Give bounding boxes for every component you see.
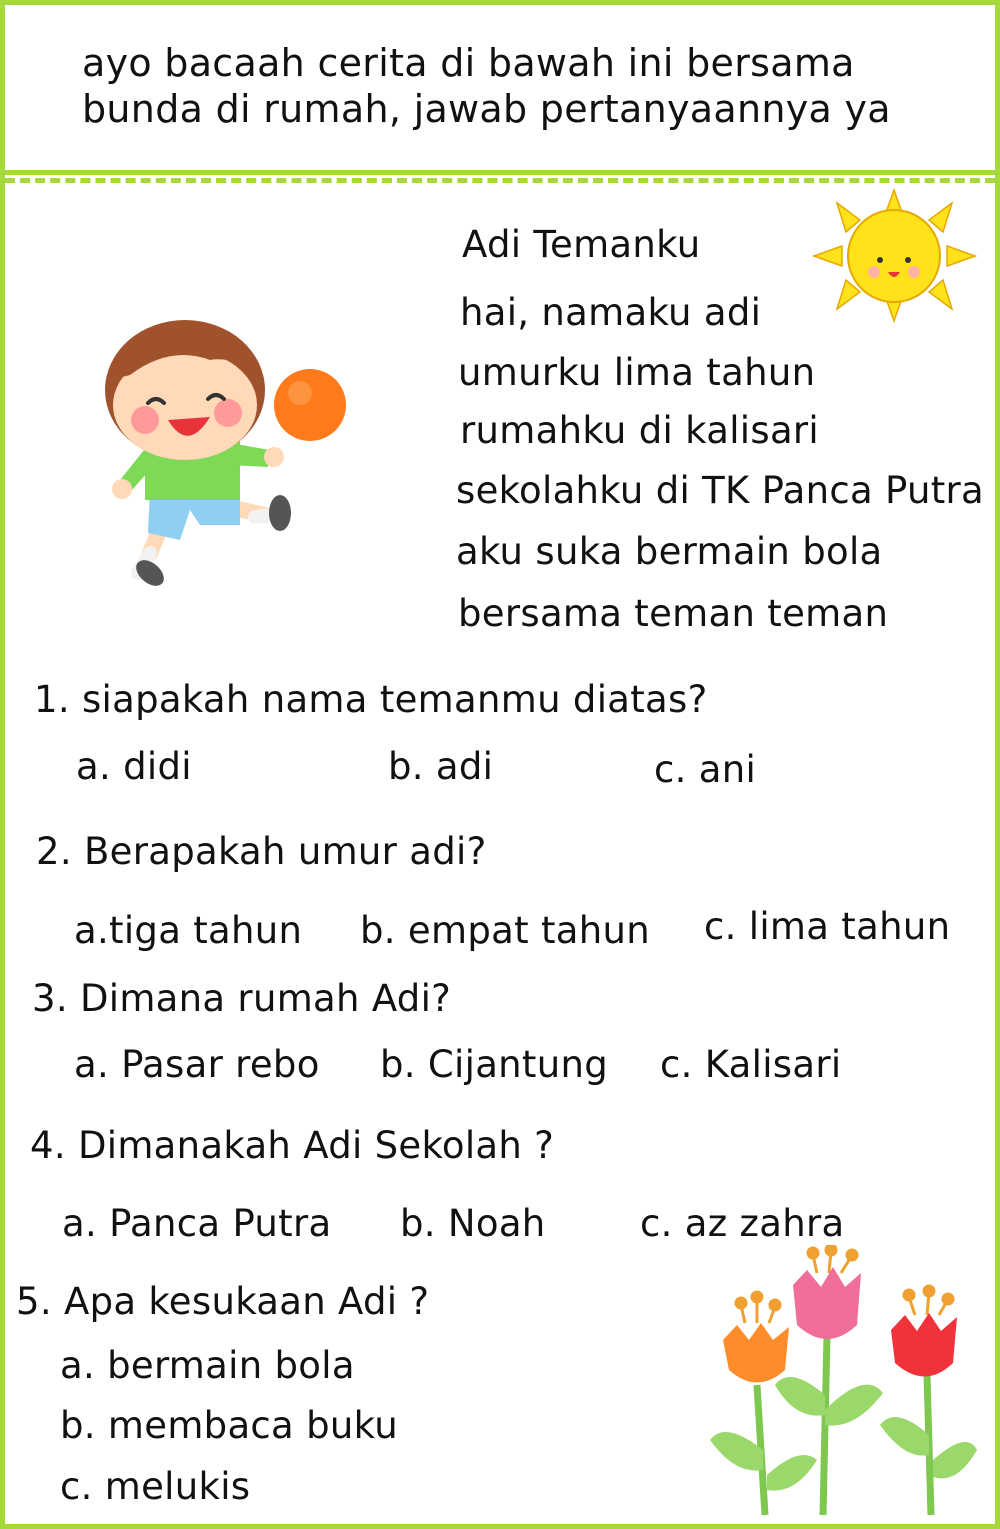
option-5c[interactable]: c. melukis	[60, 1465, 251, 1508]
question-1: 1. siapakah nama temanmu diatas?	[34, 678, 708, 721]
option-3a[interactable]: a. Pasar rebo	[74, 1043, 320, 1086]
option-2b[interactable]: b. empat tahun	[360, 909, 650, 952]
option-3c[interactable]: c. Kalisari	[660, 1043, 842, 1086]
option-2c[interactable]: c. lima tahun	[704, 905, 951, 948]
story-line: rumahku di kalisari	[460, 409, 820, 452]
option-3b[interactable]: b. Cijantung	[380, 1043, 609, 1086]
boy-kicking-ball-icon	[90, 285, 360, 595]
question-3: 3. Dimana rumah Adi?	[32, 977, 452, 1020]
instruction-line-2: bunda di rumah, jawab pertanyaannya ya	[82, 87, 891, 131]
smiling-sun-icon	[812, 188, 977, 323]
option-1a[interactable]: a. didi	[76, 745, 192, 788]
story-line: aku suka bermain bola	[456, 530, 883, 573]
story-line: umurku lima tahun	[458, 351, 816, 394]
dashed-divider	[5, 178, 995, 183]
question-2: 2. Berapakah umur adi?	[36, 830, 487, 873]
tulip-flowers-icon	[705, 1245, 980, 1520]
option-4c[interactable]: c. az zahra	[640, 1202, 845, 1245]
option-5b[interactable]: b. membaca buku	[60, 1404, 398, 1447]
option-4b[interactable]: b. Noah	[400, 1202, 546, 1245]
question-4: 4. Dimanakah Adi Sekolah ?	[30, 1124, 555, 1167]
option-1b[interactable]: b. adi	[388, 745, 494, 788]
option-5a[interactable]: a. bermain bola	[60, 1344, 355, 1387]
story-line: bersama teman teman	[458, 592, 889, 635]
option-4a[interactable]: a. Panca Putra	[62, 1202, 332, 1245]
story-line: sekolahku di TK Panca Putra	[456, 469, 984, 512]
question-5: 5. Apa kesukaan Adi ?	[16, 1280, 430, 1323]
header-divider	[0, 170, 1000, 175]
story-title: Adi Temanku	[462, 223, 701, 266]
option-2a[interactable]: a.tiga tahun	[74, 909, 303, 952]
instruction-line-1: ayo bacaah cerita di bawah ini bersama	[82, 41, 855, 85]
story-line: hai, namaku adi	[460, 291, 762, 334]
option-1c[interactable]: c. ani	[654, 748, 757, 791]
